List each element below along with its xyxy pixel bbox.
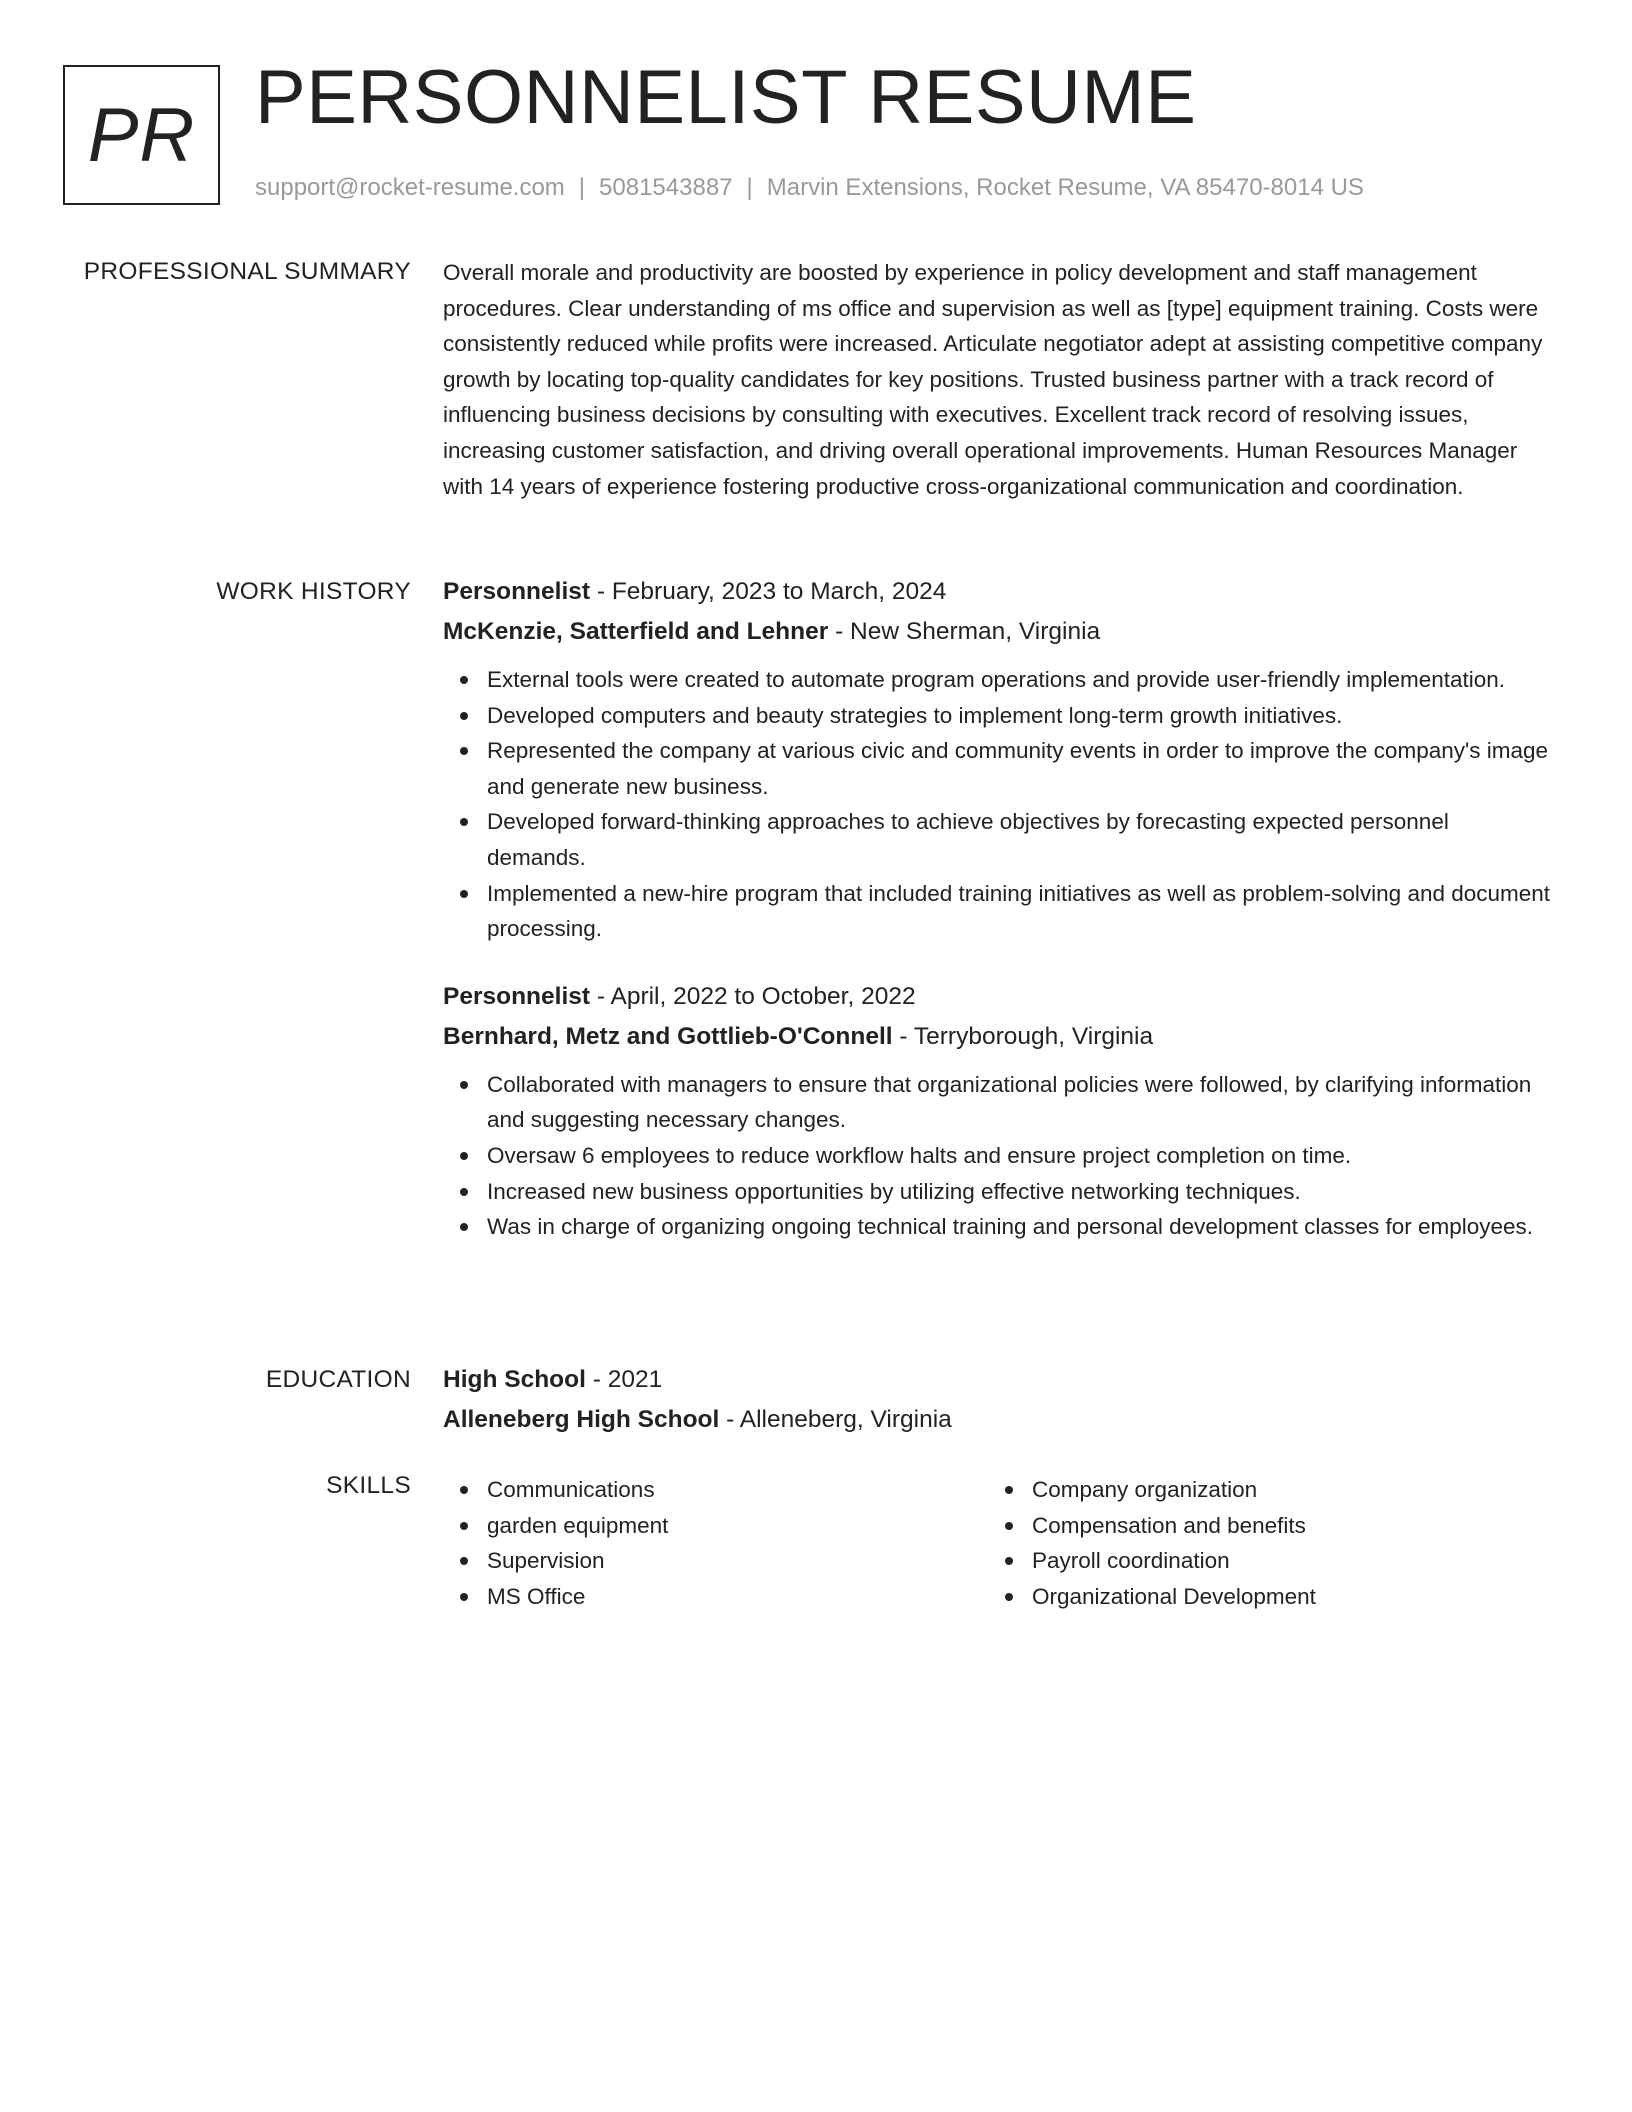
contact-phone: 5081543887 <box>599 174 733 201</box>
skills-list-right <box>988 1472 1533 1614</box>
job-bullet: Implemented a new-hire program that included training initiatives as well as problem-solving and document processing. <box>487 876 1553 947</box>
monogram-initials: PR <box>87 92 196 178</box>
education-degree: High School <box>443 1366 586 1393</box>
job-location: - Terryborough, Virginia <box>892 1022 1154 1050</box>
contact-address: Marvin Extensions, Rocket Resume, VA 85470-8014 US <box>766 174 1364 201</box>
section-label-summary: PROFESSIONAL SUMMARY <box>83 258 411 285</box>
skills-body <box>443 1472 1553 1614</box>
section-label-skills: SKILLS <box>326 1472 411 1499</box>
job-bullet: Developed forward-thinking approaches to achieve objectives by forecasting expected personnel demands. <box>487 804 1553 875</box>
job-title: Personnelist <box>443 578 591 605</box>
skill-item: MS Office <box>487 1579 988 1615</box>
education-body <box>443 1360 1553 1440</box>
job-bullet: External tools were created to automate program operations and provide user-friendly implementation. <box>487 662 1553 698</box>
summary-body <box>443 255 1553 504</box>
contact-separator: | <box>746 174 753 201</box>
education-school: Alleneberg High School <box>443 1406 720 1433</box>
education-school-line <box>443 1400 1553 1440</box>
job-entry <box>443 572 1553 947</box>
job-location: - New Sherman, Virginia <box>828 618 1101 645</box>
job-bullet: Increased new business opportunities by utilizing effective networking techniques. <box>487 1174 1553 1210</box>
job-bullets <box>443 1067 1553 1245</box>
job-dates: - April, 2022 to October, 2022 <box>590 982 916 1010</box>
job-company: Bernhard, Metz and Gottlieb-O'Connell <box>443 1022 893 1050</box>
contact-separator: | <box>578 174 586 201</box>
job-bullets <box>443 662 1553 947</box>
skill-item: Company organization <box>1032 1472 1533 1508</box>
skills-columns <box>443 1472 1553 1614</box>
contact-email: support@rocket-resume.com <box>255 174 565 201</box>
job-company-line <box>443 1017 1553 1057</box>
education-degree-line <box>443 1360 1553 1400</box>
section-label-education: EDUCATION <box>265 1366 411 1393</box>
job-title-line <box>443 977 1553 1017</box>
skills-list-left <box>443 1472 988 1614</box>
job-title: Personnelist <box>443 982 591 1010</box>
skill-item: Compensation and benefits <box>1032 1508 1533 1544</box>
job-bullet: Represented the company at various civic and community events in order to improve the company's image and generate new business. <box>487 733 1553 804</box>
resume-name: PERSONNELIST RESUME <box>255 55 1197 140</box>
skill-item: Supervision <box>487 1543 988 1579</box>
monogram-box <box>63 65 220 205</box>
skill-item: Organizational Development <box>1032 1579 1533 1615</box>
contact-line <box>255 174 1364 202</box>
section-label-work: WORK HISTORY <box>216 578 411 605</box>
education-year: - 2021 <box>585 1366 663 1393</box>
skill-item: Payroll coordination <box>1032 1543 1533 1579</box>
summary-text: Overall morale and productivity are boosted by experience in policy development and staff management procedures. Clear understanding of ms office and supervision as well as [type] equipment training. Costs were consistently reduced while profits were increased. Articulate negotiator adept at assisting competitive company growth by locating top-quality candidates for key positions. Trusted business partner with a track record of influencing business decisions by consulting with executives. Excellent track record of resolving issues, increasing customer satisfaction, and driving overall operational improvements. Human Resources Manager with 14 years of experience fostering productive cross-organizational communication and coordination. <box>443 260 1543 499</box>
job-company-line <box>443 612 1553 652</box>
job-company: McKenzie, Satterfield and Lehner <box>443 618 829 645</box>
job-bullet: Collaborated with managers to ensure that organizational policies were followed, by clarifying information and suggesting necessary changes. <box>487 1067 1553 1138</box>
job-bullet: Was in charge of organizing ongoing technical training and personal development classes for employees. <box>487 1209 1553 1245</box>
job-dates: - February, 2023 to March, 2024 <box>590 578 947 605</box>
job-title-line <box>443 572 1553 612</box>
job-bullet: Developed computers and beauty strategies to implement long-term growth initiatives. <box>487 698 1553 734</box>
job-bullet: Oversaw 6 employees to reduce workflow halts and ensure project completion on time. <box>487 1138 1553 1174</box>
education-location: - Alleneberg, Virginia <box>719 1406 952 1433</box>
skill-item: Communications <box>487 1472 988 1508</box>
work-body <box>443 572 1553 1245</box>
job-entry <box>443 977 1553 1245</box>
skill-item: garden equipment <box>487 1508 988 1544</box>
